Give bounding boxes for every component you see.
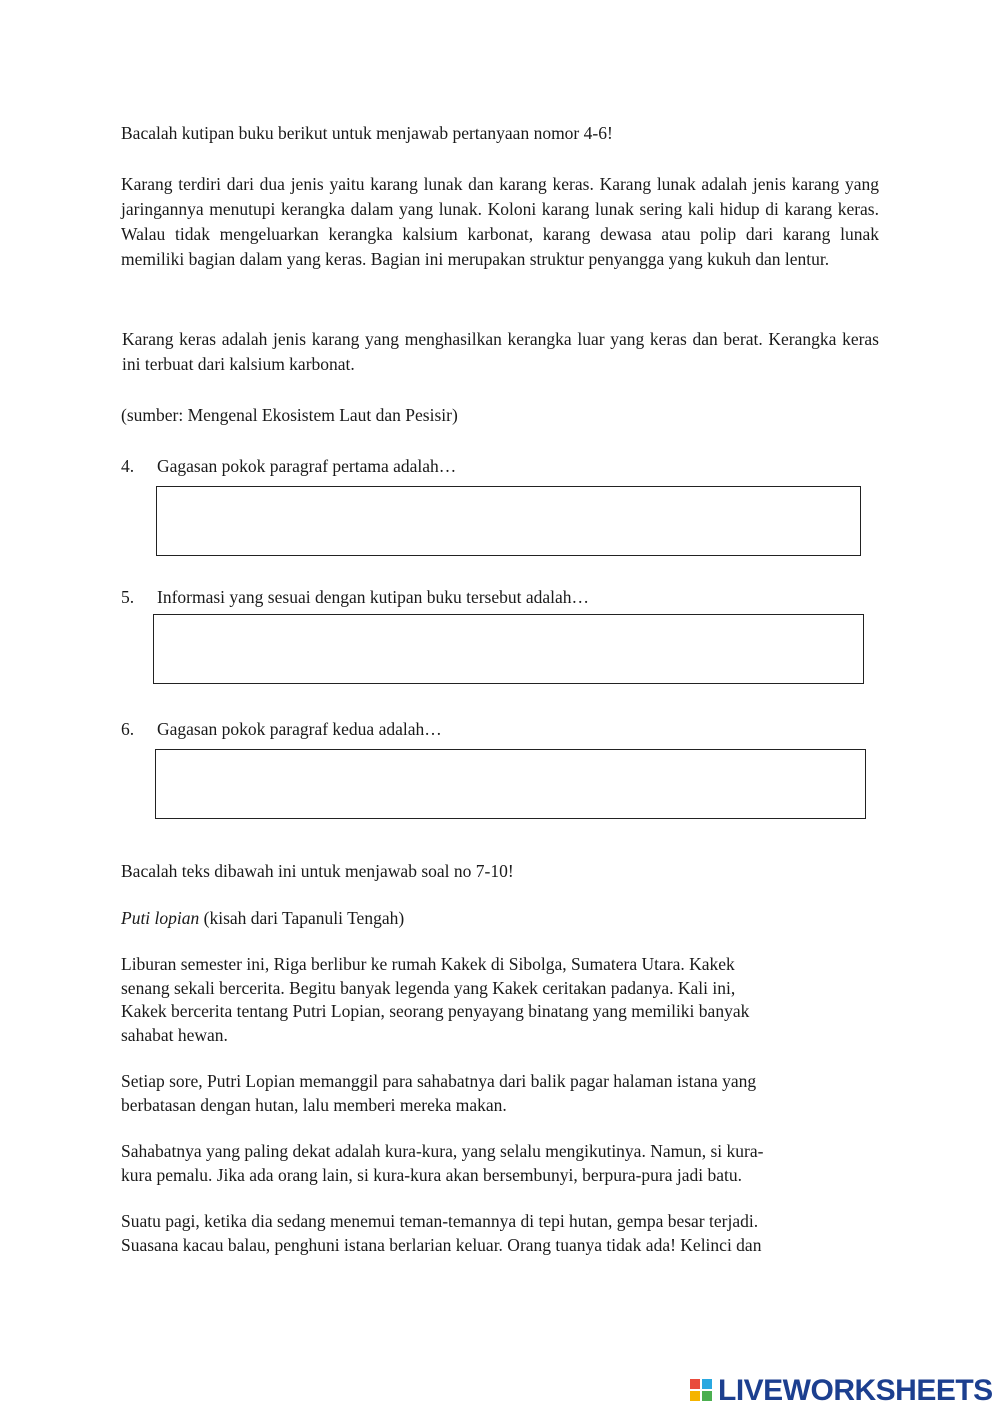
liveworksheets-logo-text: LIVEWORKSHEETS [718, 1374, 993, 1407]
question-6-text: Gagasan pokok paragraf kedua adalah… [157, 719, 442, 739]
story-line: berbatasan dengan hutan, lalu memberi mereka makan. [121, 1094, 507, 1115]
story-line: Sahabatnya yang paling dekat adalah kura-kura, yang selalu mengikutinya. Namun, si kura- [121, 1141, 764, 1161]
liveworksheets-logo-icon [690, 1379, 714, 1403]
story-title-rest: (kisah dari Tapanuli Tengah) [199, 908, 405, 928]
instruction-2: Bacalah teks dibawah ini untuk menjawab soal no 7-10! [121, 861, 514, 881]
answer-input-5[interactable] [154, 615, 863, 683]
story-paragraph-3 [121, 1140, 891, 1187]
answer-input-6[interactable] [156, 750, 865, 818]
story-line: kura pemalu. Jika ada orang lain, si kura-kura akan bersembunyi, berpura-pura jadi batu. [121, 1164, 743, 1185]
paragraph-1: Karang terdiri dari dua jenis yaitu karang lunak dan karang keras. Karang lunak adalah jenis karang yang jaringannya menutupi kerangka dalam yang lunak. Koloni karang lunak sering kali hidup di karang keras. Walau tidak mengeluarkan kerangka kalsium karbonat, karang dewasa atau polip dari karang lunak memiliki bagian dalam yang keras. Bagian ini merupakan struktur penyangga yang kukuh dan lentur. [121, 174, 879, 269]
story-title-italic: Puti lopian [121, 908, 200, 928]
paragraph-2: Karang keras adalah jenis karang yang menghasilkan kerangka luar yang keras dan berat. Kerangka keras ini terbuat dari kalsium karbonat. [122, 329, 879, 374]
story-line: sahabat hewan. [121, 1024, 228, 1045]
story-line: Suasana kacau balau, penghuni istana berlarian keluar. Orang tuanya tidak ada! Kelinci dan [121, 1234, 762, 1255]
answer-box-4[interactable] [156, 486, 861, 556]
answer-input-4[interactable] [157, 487, 860, 555]
story-title [121, 906, 881, 931]
story-line: senang sekali bercerita. Begitu banyak legenda yang Kakek ceritakan padanya. Kali ini, [121, 977, 736, 998]
instruction-1: Bacalah kutipan buku berikut untuk menjawab pertanyaan nomor 4-6! [121, 123, 613, 143]
story-paragraph-2 [121, 1070, 891, 1117]
story-line: Setiap sore, Putri Lopian memanggil para sahabatnya dari balik pagar halaman istana yang [121, 1071, 757, 1091]
answer-box-6[interactable] [155, 749, 866, 819]
liveworksheets-logo[interactable] [690, 1373, 993, 1409]
story-line: Kakek bercerita tentang Putri Lopian, seorang penyayang binatang yang memiliki banyak [121, 1001, 750, 1021]
source-citation: (sumber: Mengenal Ekosistem Laut dan Pesisir) [121, 405, 458, 425]
question-4-number: 4. [121, 456, 135, 476]
story-line: Suatu pagi, ketika dia sedang menemui teman-temannya di tepi hutan, gempa besar terjadi. [121, 1211, 759, 1231]
story-paragraph-4 [121, 1210, 891, 1257]
question-6-number: 6. [121, 719, 135, 739]
question-5-number: 5. [121, 587, 135, 607]
story-paragraph-1 [121, 953, 891, 1047]
question-4-text: Gagasan pokok paragraf pertama adalah… [157, 456, 457, 476]
question-5-text: Informasi yang sesuai dengan kutipan buku tersebut adalah… [157, 587, 590, 607]
answer-box-5[interactable] [153, 614, 864, 684]
story-line: Liburan semester ini, Riga berlibur ke rumah Kakek di Sibolga, Sumatera Utara. Kakek [121, 954, 735, 974]
